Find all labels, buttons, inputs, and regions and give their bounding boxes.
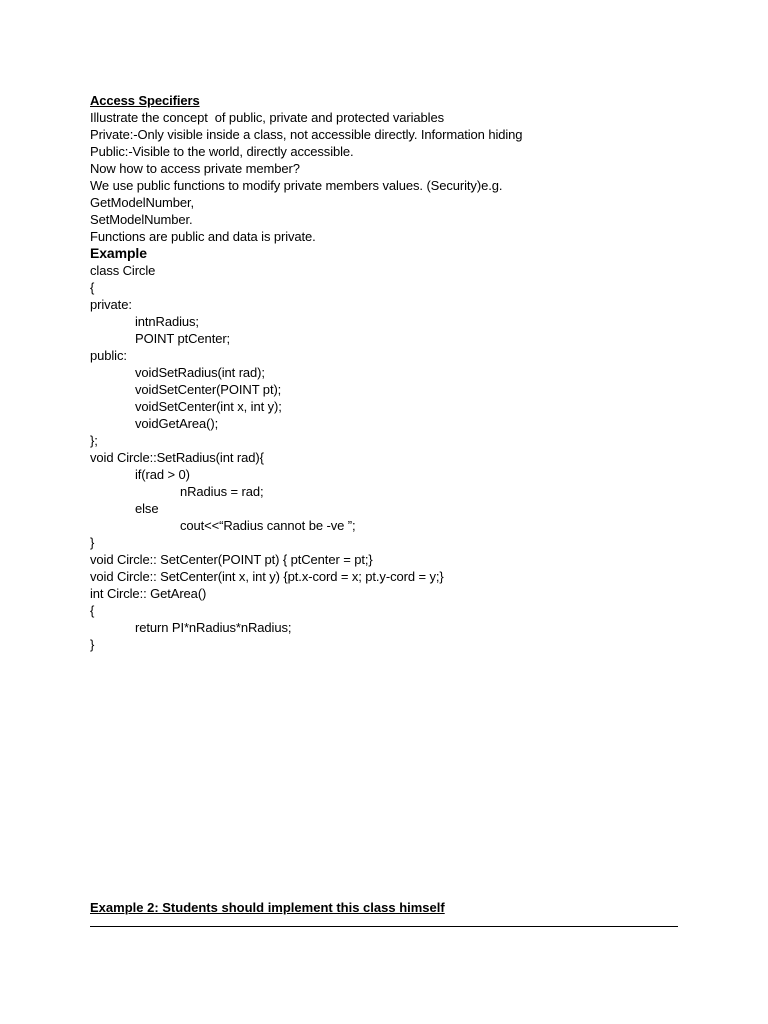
code-line: class Circle (90, 263, 156, 278)
code-line: intnRadius; (135, 314, 199, 329)
intro-line: Private:-Only visible inside a class, not accessible directly. Information hiding (90, 127, 523, 142)
code-line: nRadius = rad; (180, 484, 264, 499)
code-line: void Circle:: SetCenter(POINT pt) { ptCenter = pt;} (90, 552, 373, 567)
code-line: public: (90, 348, 127, 363)
code-line: cout<<“Radius cannot be -ve ”; (180, 518, 356, 533)
intro-line: Now how to access private member? (90, 161, 300, 176)
code-line: if(rad > 0) (135, 467, 190, 482)
intro-line: Illustrate the concept of public, private and protected variables (90, 110, 444, 125)
intro-line: GetModelNumber, (90, 195, 194, 210)
intro-line: Public:-Visible to the world, directly accessible. (90, 144, 354, 159)
code-line: } (90, 535, 95, 550)
code-line: { (90, 603, 95, 618)
code-line: POINT ptCenter; (135, 331, 231, 346)
code-line: void Circle::SetRadius(int rad){ (90, 450, 264, 465)
code-line: }; (90, 433, 98, 448)
code-line: private: (90, 297, 132, 312)
section-title: Access Specifiers (90, 93, 200, 108)
code-line: voidGetArea(); (135, 416, 219, 431)
example-heading: Example (90, 245, 147, 261)
code-line: void Circle:: SetCenter(int x, int y) {pt.x-cord = x; pt.y-cord = y;} (90, 569, 444, 584)
code-line: } (90, 637, 95, 652)
example-2-heading: Example 2: Students should implement this class himself (90, 900, 445, 915)
horizontal-rule (90, 926, 678, 927)
content-block (90, 92, 690, 653)
code-line: int Circle:: GetArea() (90, 586, 207, 601)
intro-line: Functions are public and data is private. (90, 229, 316, 244)
intro-line: SetModelNumber. (90, 212, 193, 227)
intro-line: We use public functions to modify private members values. (Security)e.g. (90, 178, 503, 193)
code-line: else (135, 501, 159, 516)
code-line: { (90, 280, 95, 295)
code-line: voidSetCenter(int x, int y); (135, 399, 282, 414)
code-line: voidSetCenter(POINT pt); (135, 382, 282, 397)
code-line: return PI*nRadius*nRadius; (135, 620, 292, 635)
code-line: voidSetRadius(int rad); (135, 365, 265, 380)
